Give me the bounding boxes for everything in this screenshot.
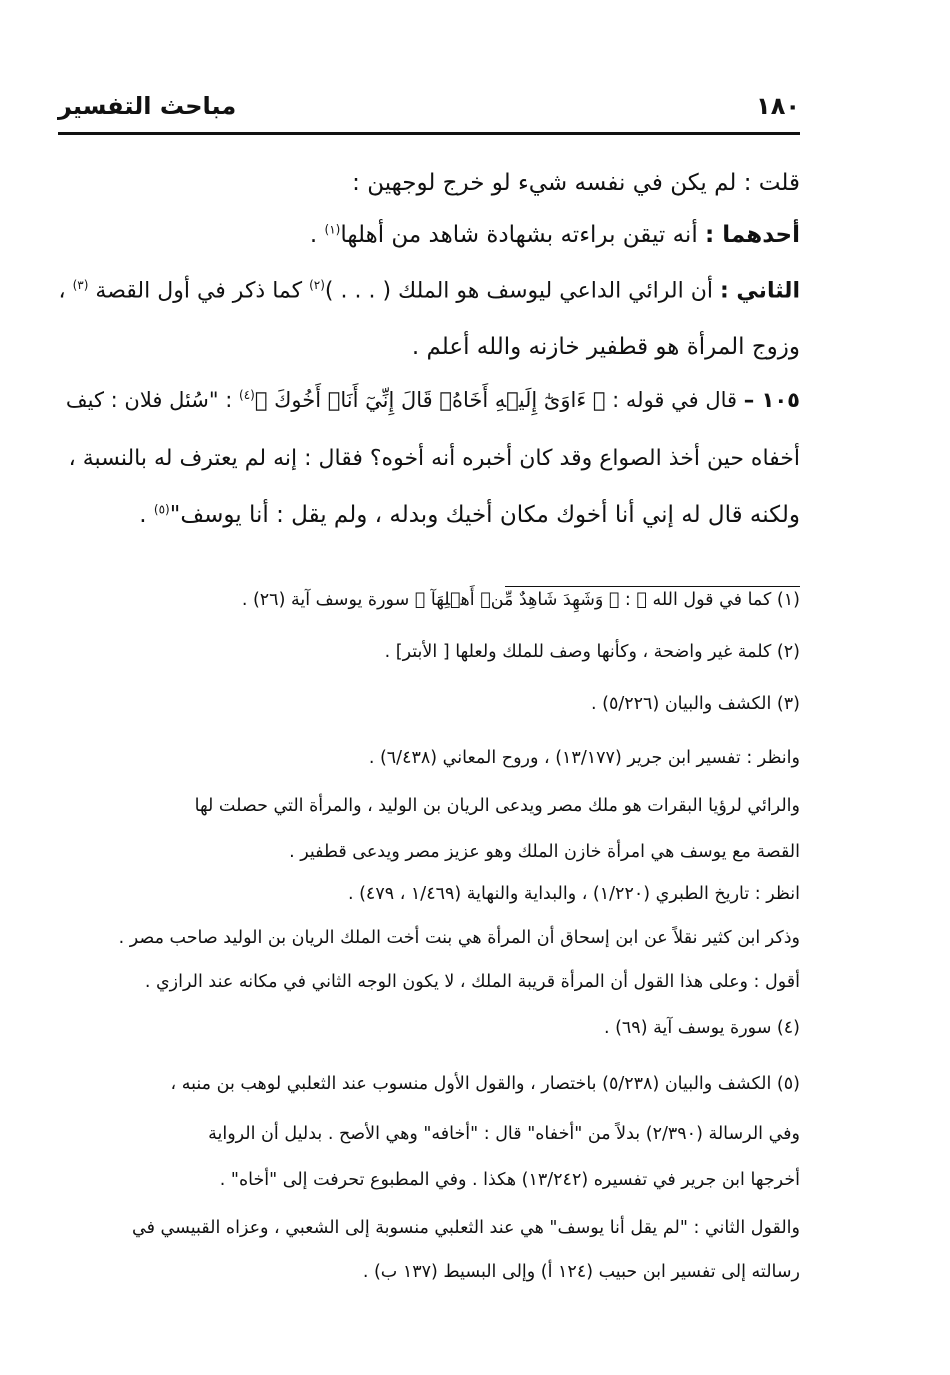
footnote-2: (٢) كلمة غير واضحة ، وكأنها وصف للملك ولعلها [ الأبتر] . [384, 642, 800, 662]
quran-quote: قال في قوله : ﴿ ءَاوَىٰٓ إِلَيۡهِ أَخَاهُۖ قَالَ إِنِّيٓ أَنَا۠ أَخُوكَ ﴾ [254, 388, 744, 412]
footnote-separator [505, 586, 800, 587]
footnote-ref-1: (١) [324, 222, 341, 237]
footnote-5-line-b: أخرجها ابن جرير في تفسيره (١٣/٢٤٢) هكذا . وفي المطبوع تحرفت إلى "أخاه" . [219, 1170, 800, 1190]
body-text: ولكنه قال له إني أنا أخوك مكان أخيك وبدله ، ولم يقل : أنا يوسف" [169, 502, 800, 528]
footnote-5-line-c: والقول الثاني : "لم يقل أنا يوسف" هي عند الثعلبي منسوبة إلى الشعبي ، وعزاه القبيسي في [132, 1218, 800, 1238]
body-text: أنه تيقن براءته بشهادة شاهد من أهلها [340, 222, 706, 248]
body-line-4: وزوج المرأة هو قطفير خازنه والله أعلم . [411, 334, 800, 360]
body-line-7 [58, 502, 800, 528]
footnote-4: (٤) سورة يوسف آية (٦٩) . [603, 1018, 800, 1038]
footnote-3-line-b: والرائي لرؤيا البقرات هو ملك مصر ويدعى الريان بن الوليد ، والمرأة التي حصلت لها [194, 796, 800, 816]
body-line-1: قلت : لم يكن في نفسه شيء لو خرج لوجهين : [352, 170, 800, 196]
footnote-3: (٣) الكشف والبيان (٥/٢٢٦) . [590, 694, 800, 714]
footnote-1: (١) كما في قول الله ﷻ : ﴿ وَشَهِدَ شَاهِدٌ مِّنۡ أَهۡلِهَآ ﴾ سورة يوسف آية (٢٦) . [241, 590, 800, 610]
footnote-5-line-a: وفي الرسالة (٢/٣٩٠) بدلاً من "أخفاه" قال : "أخافه" وهي الأصح . بدليل أن الرواية [208, 1124, 800, 1144]
punct: . [139, 502, 154, 528]
footnote-3-line-e: وذكر ابن كثير نقلاً عن ابن إسحاق أن المرأة هي بنت أخت الملك الريان بن الوليد صاحب مصر . [118, 928, 800, 948]
footnote-3-line-a: وانظر : تفسير ابن جرير (١٣/١٧٧) ، وروح المعاني (٦/٤٣٨) . [368, 748, 800, 768]
footnote-ref-3: (٣) [72, 278, 89, 292]
running-header [58, 88, 800, 135]
footnote-ref-4: (٤) [239, 388, 255, 402]
footnote-5-line-d: رسالته إلى تفسير ابن حبيب (١٢٤ أ) وإلى البسيط (١٣٧ ب) . [362, 1262, 800, 1282]
body-line-6: أخفاه حين أخذ الصواع وقد كان أخبره أنه أخوه؟ فقال : إنه لم يعترف له بالنسبة ، [68, 446, 800, 471]
footnote-3-line-f: أقول : وعلى هذا القول أن المرأة قريبة الملك ، لا يكون الوجه الثاني في مكانه عند الرازي . [144, 972, 800, 992]
item-number: ١٠٥ – [743, 388, 800, 412]
footnote-3-line-c: القصة مع يوسف هي امرأة خازن الملك وهو عزيز مصر ويدعى قطفير . [289, 842, 800, 862]
body-text: كما ذكر في أول القصة [88, 278, 310, 304]
footnote-ref-2: (٢) [309, 278, 325, 292]
lead-word-first: أحدهما : [705, 222, 800, 248]
lead-word-second: الثاني : [719, 278, 800, 304]
body-text: : "سُئل فلان : كيف [65, 388, 239, 412]
punct: . [309, 222, 325, 248]
body-line-3 [58, 278, 800, 303]
punct: ، [58, 278, 73, 304]
running-title: مباحث التفسير [58, 92, 237, 120]
body-line-2 [58, 222, 800, 248]
page-number: ١٨٠ [756, 92, 800, 120]
body-text: أن الرائي الداعي ليوسف هو الملك ( . . . ) [324, 278, 720, 304]
footnote-3-line-d: انظر : تاريخ الطبري (١/٢٢٠) ، والبداية والنهاية (١/٤٦٩ ، ٤٧٩) . [347, 884, 800, 904]
footnote-5: (٥) الكشف والبيان (٥/٢٣٨) باختصار ، والقول الأول منسوب عند الثعلبي لوهب بن منبه ، [170, 1074, 800, 1094]
footnote-ref-5: (٥) [153, 502, 170, 517]
body-line-5 [58, 388, 800, 412]
